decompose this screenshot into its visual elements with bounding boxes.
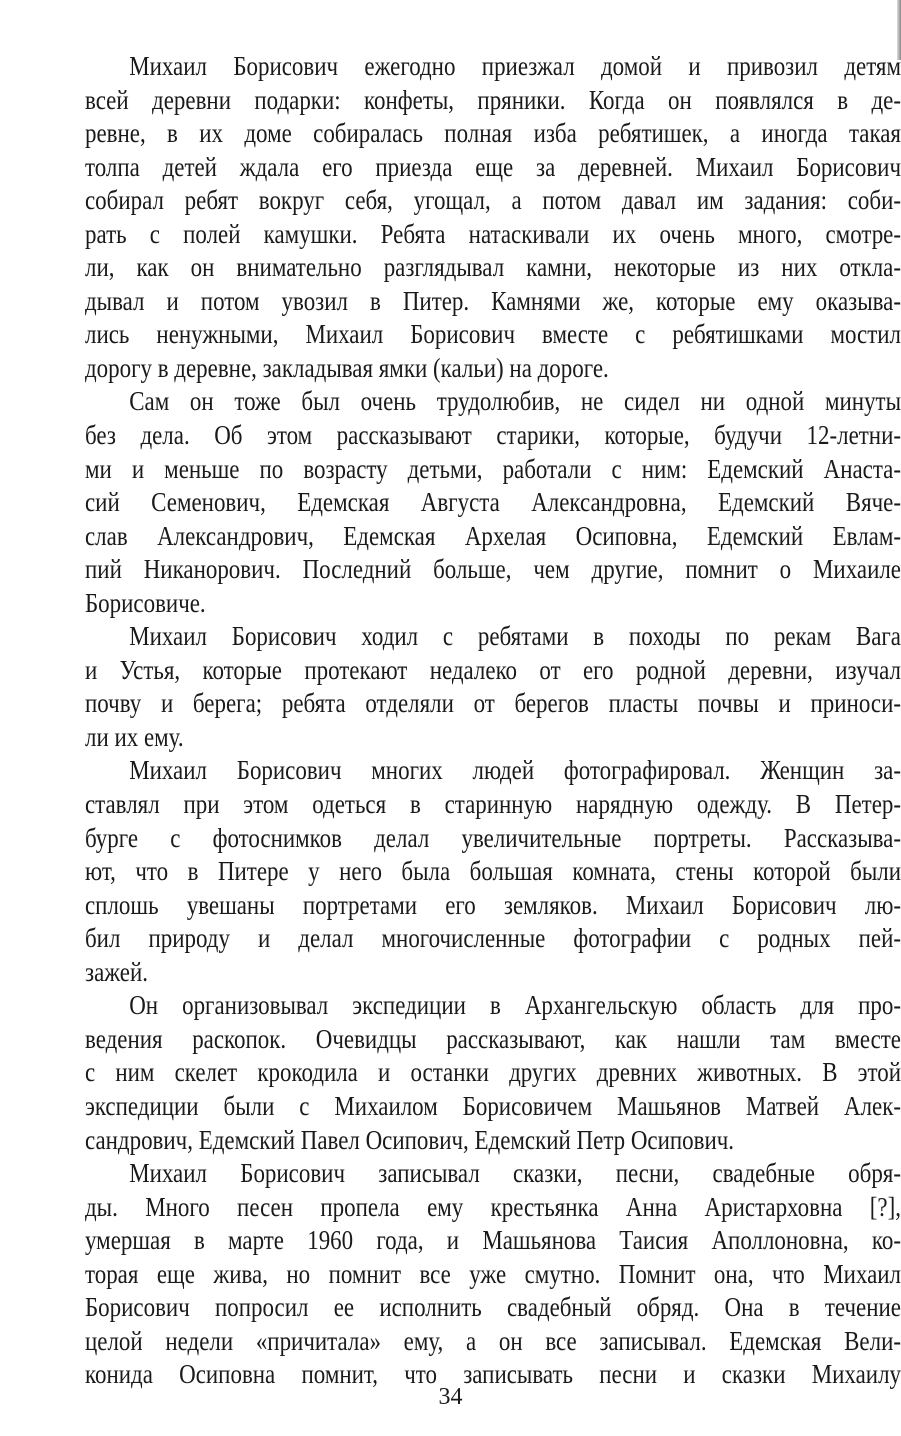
paragraph [85,385,901,620]
text-line: ставлял при этом одеться в старинную нарядную одежду. В Петер- [85,789,901,820]
page-number: 34 [438,1384,463,1410]
paragraph [85,50,901,385]
text-line: экспедиции были с Михаилом Борисовичем Машьянов Матвей Алек- [85,1090,901,1121]
text-line: сплошь увешаны портретами его земляков. Михаил Борисович лю- [85,889,901,920]
text-line: ми и меньше по возрасту детьми, работали с ним: Едемский Анаста- [85,453,901,484]
text-line: бил природу и делал многочисленные фотографии с родных пей- [85,923,901,954]
text-line: Михаил Борисович ежегодно приезжал домой и привозил детям [129,51,901,81]
text-line: Михаил Борисович многих людей фотографировал. Женщин за- [129,755,901,786]
text-line: дорогу в деревне, закладывая ямки (кальи) на дороге. [85,352,609,383]
paragraph [85,989,901,1157]
paragraph [85,1157,901,1392]
text-line: Он организовывал экспедиции в Архангельскую область для про- [129,990,901,1021]
text-line: дывал и потом увозил в Питер. Камнями же, которые ему оказыва- [85,285,901,316]
text-line: ли их ему. [85,721,184,752]
text-line: ведения раскопок. Очевидцы рассказывают, как нашли там вместе [85,1023,901,1054]
text-line: умершая в марте 1960 года, и Машьянова Таисия Аполлоновна, ко- [85,1225,901,1256]
text-line: ды. Много песен пропела ему крестьянка Анна Аристарховна [?], [85,1191,901,1222]
text-line: всей деревни подарки: конфеты, пряники. Когда он появлялся в де- [85,84,901,115]
text-line: Борисовиче. [85,587,206,618]
text-line: лись ненужными, Михаил Борисович вместе с ребятишками мостил [85,319,901,350]
paragraph [85,754,901,989]
text-line: конида Осиповна помнит, что записывать песни и сказки Михаилу [85,1359,901,1390]
text-line: сандрович, Едемский Павел Осипович, Едемский Петр Осипович. [85,1124,735,1155]
text-line: зажей. [85,956,149,987]
text-line: рать с полей камушки. Ребята натаскивали их очень много, смотре- [85,218,901,249]
text-line: торая еще жива, но помнит все уже смутно. Помнит она, что Михаил [85,1258,901,1289]
text-line: бурге с фотоснимков делал увеличительные портреты. Рассказыва- [85,822,901,853]
text-line: слав Александрович, Едемская Архелая Осиповна, Едемский Евлам- [85,520,901,551]
text-line: собирал ребят вокруг себя, угощал, а потом давал им задания: соби- [85,185,901,216]
text-line: толпа детей ждала его приезда еще за деревней. Михаил Борисович [85,151,901,182]
text-line: ревне, в их доме собиралась полная изба ребятишек, а иногда такая [85,118,901,149]
text-line: Сам он тоже был очень трудолюбив, не сидел ни одной минуты [129,386,901,417]
text-line: сий Семенович, Едемская Августа Александровна, Едемский Вяче- [85,487,901,518]
page-body [85,50,901,1392]
text-line: Михаил Борисович записывал сказки, песни, свадебные обря- [129,1158,901,1189]
text-line: пий Никанорович. Последний больше, чем другие, помнит о Михаиле [85,554,901,585]
paragraph [85,620,901,754]
text-line: целой недели «причитала» ему, а он все записывал. Едемская Вели- [85,1325,901,1356]
text-line: Михаил Борисович ходил с ребятами в походы по рекам Вага [129,621,901,652]
text-line: ли, как он внимательно разглядывал камни, некоторые из них откла- [85,252,901,283]
text-line: без дела. Об этом рассказывают старики, которые, будучи 12-летни- [85,420,901,451]
text-line: с ним скелет крокодила и останки других древних животных. В этой [85,1057,901,1088]
text-line: и Устья, которые протекают недалеко от его родной деревни, изучал [85,654,901,685]
text-line: почву и берега; ребята отделяли от берегов пласты почвы и приноси- [85,688,901,719]
text-line: ют, что в Питере у него была большая комната, стены которой были [85,856,901,887]
text-line: Борисович попросил ее исполнить свадебный обряд. Она в течение [85,1292,901,1323]
